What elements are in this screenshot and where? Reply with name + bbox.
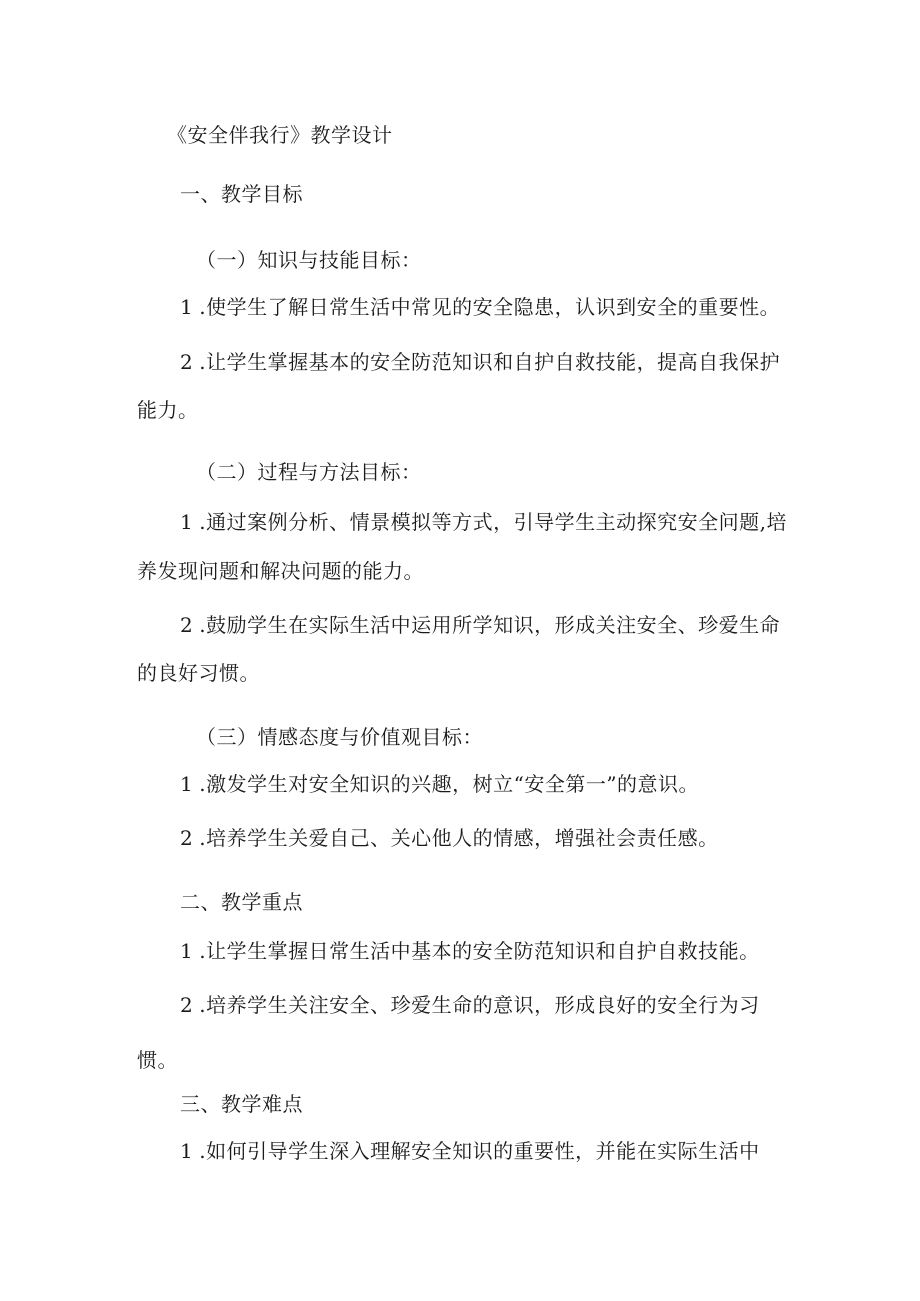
item-text: .培养学生关爱自己、关心他人的情感，增强社会责任感。 [199,826,719,850]
document-title: 《安全伴我行》教学设计 [167,123,393,147]
item-continuation: 能力。 [137,398,199,422]
item-text: .如何引导学生深入理解安全知识的重要性，并能在实际生活中 [199,1139,760,1163]
item-number: 1 [180,295,194,319]
list-item [180,772,699,796]
item-text: .让学生掌握日常生活中基本的安全防范知识和自护自救技能。 [199,939,760,963]
item-text: .鼓励学生在实际生活中运用所学知识，形成关注安全、珍爱生命 [199,613,781,637]
list-item [180,295,780,319]
list-item [180,613,780,637]
item-text: .培养学生关注安全、珍爱生命的意识，形成良好的安全行为习 [199,993,760,1017]
item-continuation: 的良好习惯。 [137,661,260,685]
section-heading-objectives: 一、教学目标 [180,182,303,206]
item-number: 1 [180,772,194,796]
list-item [180,1139,760,1163]
list-item [180,939,760,963]
item-number: 2 [180,613,194,637]
item-continuation: 惯。 [137,1048,178,1072]
item-number: 2 [180,993,194,1017]
list-item [180,350,780,374]
item-text: .使学生了解日常生活中常见的安全隐患，认识到安全的重要性。 [199,295,781,319]
item-text: .激发学生对安全知识的兴趣，树立“安全第一”的意识。 [199,772,700,796]
section-heading-key-points: 二、教学重点 [180,890,303,914]
list-item [180,510,787,534]
item-text: .通过案例分析、情景模拟等方式，引导学生主动探究安全问题,培 [199,510,787,534]
list-item [180,826,719,850]
item-number: 1 [180,939,194,963]
item-continuation: 养发现问题和解决问题的能力。 [137,559,424,583]
item-number: 1 [180,510,194,534]
item-text: .让学生掌握基本的安全防范知识和自护自救技能，提高自我保护 [199,350,781,374]
subsection-heading-process: （二）过程与方法目标： [196,460,422,484]
item-number: 2 [180,826,194,850]
subsection-heading-knowledge: （一）知识与技能目标： [196,248,422,272]
list-item [180,993,760,1017]
subsection-heading-attitude: （三）情感态度与价值观目标： [196,725,483,749]
section-heading-difficulties: 三、教学难点 [180,1092,303,1116]
item-number: 1 [180,1139,194,1163]
item-number: 2 [180,350,194,374]
